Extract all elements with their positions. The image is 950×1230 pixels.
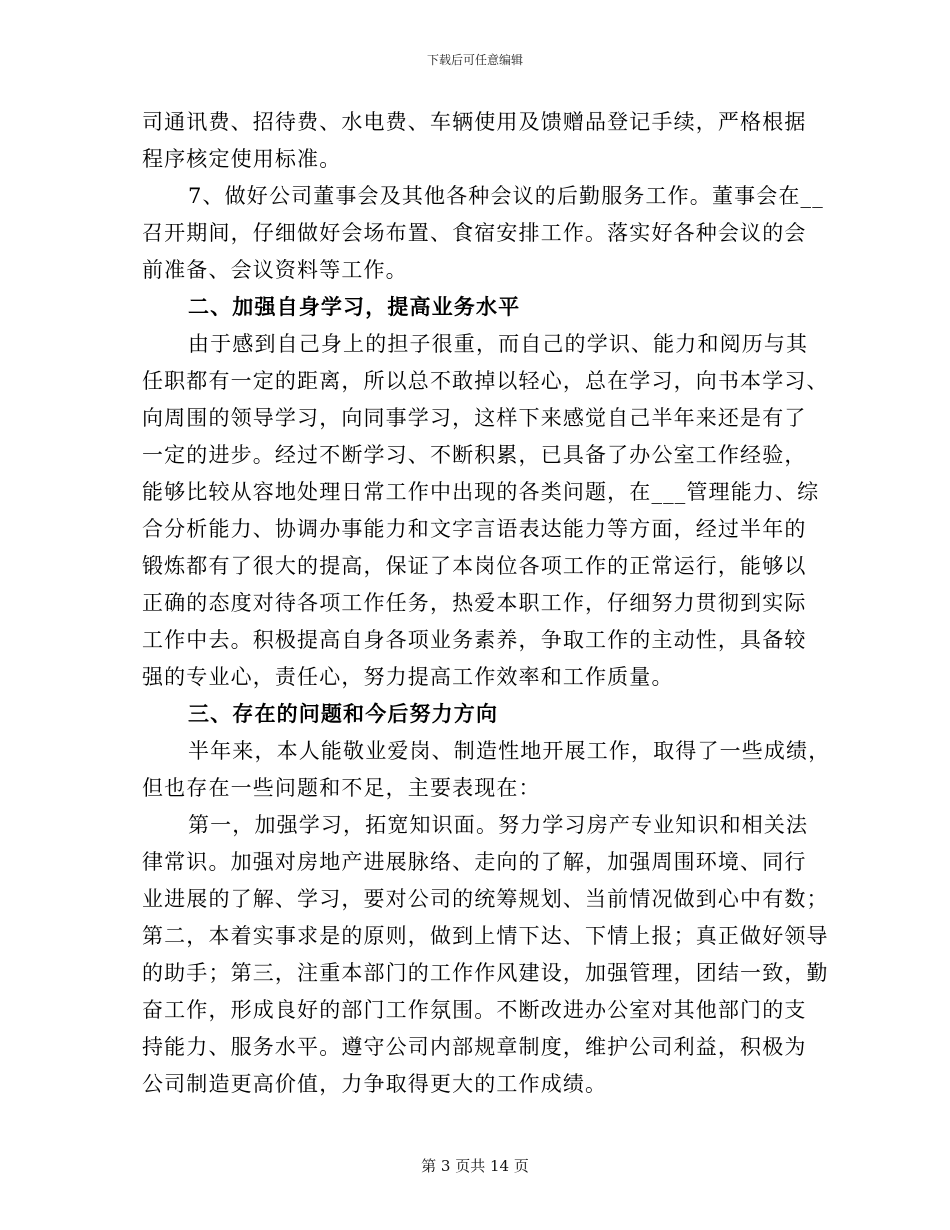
- page-number: 第 3 页共 14 页: [421, 1157, 529, 1175]
- paragraph-line: 召开期间，仔细做好会场布置、食宿安排工作。落实好各种会议的会: [142, 221, 807, 245]
- paragraph-line: 奋工作，形成良好的部门工作氛围。不断改进办公室对其他部门的支: [142, 998, 807, 1022]
- paragraph-line: 持能力、服务水平。遵守公司内部规章制度，维护公司利益，积极为: [142, 1035, 807, 1059]
- paragraph-line: 前准备、会议资料等工作。: [142, 258, 408, 282]
- paragraph-line: 司通讯费、招待费、水电费、车辆使用及馈赠品登记手续，严格根据: [142, 110, 807, 134]
- paragraph-line: 一定的进步。经过不断学习、不断积累，已具备了办公室工作经验，: [142, 443, 807, 467]
- paragraph-line: 锻炼都有了很大的提高，保证了本岗位各项工作的正常运行，能够以: [142, 554, 807, 578]
- section-heading: 三、存在的问题和今后努力方向: [188, 702, 499, 726]
- paragraph-line: 第二，本着实事求是的原则，做到上情下达、下情上报；真正做好领导: [142, 924, 829, 948]
- paragraph-line: 但也存在一些问题和不足，主要表现在：: [142, 776, 541, 800]
- paragraph-line: 强的专业心，责任心，努力提高工作效率和工作质量。: [142, 665, 674, 689]
- paragraph-line: 的助手；第三，注重本部门的工作作风建设，加强管理，团结一致，勤: [142, 961, 829, 985]
- document-body: [142, 104, 831, 1103]
- paragraph-line: 向周围的领导学习，向同事学习，这样下来感觉自己半年来还是有了: [142, 406, 807, 430]
- paragraph-line: 任职都有一定的距离，所以总不敢掉以轻心，总在学习，向书本学习、: [142, 369, 829, 393]
- section-heading: 二、加强自身学习，提高业务水平: [188, 295, 521, 319]
- paragraph-line: 工作中去。积极提高自身各项业务素养，争取工作的主动性，具备较: [142, 628, 807, 652]
- paragraph-line: 程序核定使用标准。: [142, 147, 342, 171]
- paragraph-line: 公司制造更高价值，力争取得更大的工作成绩。: [142, 1072, 608, 1096]
- paragraph-line: 第一，加强学习，拓宽知识面。努力学习房产专业知识和相关法: [188, 813, 809, 837]
- paragraph-line: 半年来，本人能敬业爱岗、制造性地开展工作，取得了一些成绩，: [188, 739, 831, 763]
- paragraph-line: 7、做好公司董事会及其他各种会议的后勤服务工作。董事会在__: [188, 184, 824, 208]
- paragraph-line: 合分析能力、协调办事能力和文字言语表达能力等方面，经过半年的: [142, 517, 807, 541]
- paragraph-line: 律常识。加强对房地产进展脉络、走向的了解，加强周围环境、同行: [142, 850, 807, 874]
- paragraph-line: 业进展的了解、学习，要对公司的统筹规划、当前情况做到心中有数；: [142, 887, 829, 911]
- paragraph-line: 能够比较从容地处理日常工作中出现的各类问题，在___管理能力、综: [142, 480, 820, 504]
- page-header: 下载后可任意编辑: [426, 53, 523, 67]
- paragraph-line: 由于感到自己身上的担子很重，而自己的学识、能力和阅历与其: [188, 332, 809, 356]
- paragraph-line: 正确的态度对待各项工作任务，热爱本职工作，仔细努力贯彻到实际: [142, 591, 807, 615]
